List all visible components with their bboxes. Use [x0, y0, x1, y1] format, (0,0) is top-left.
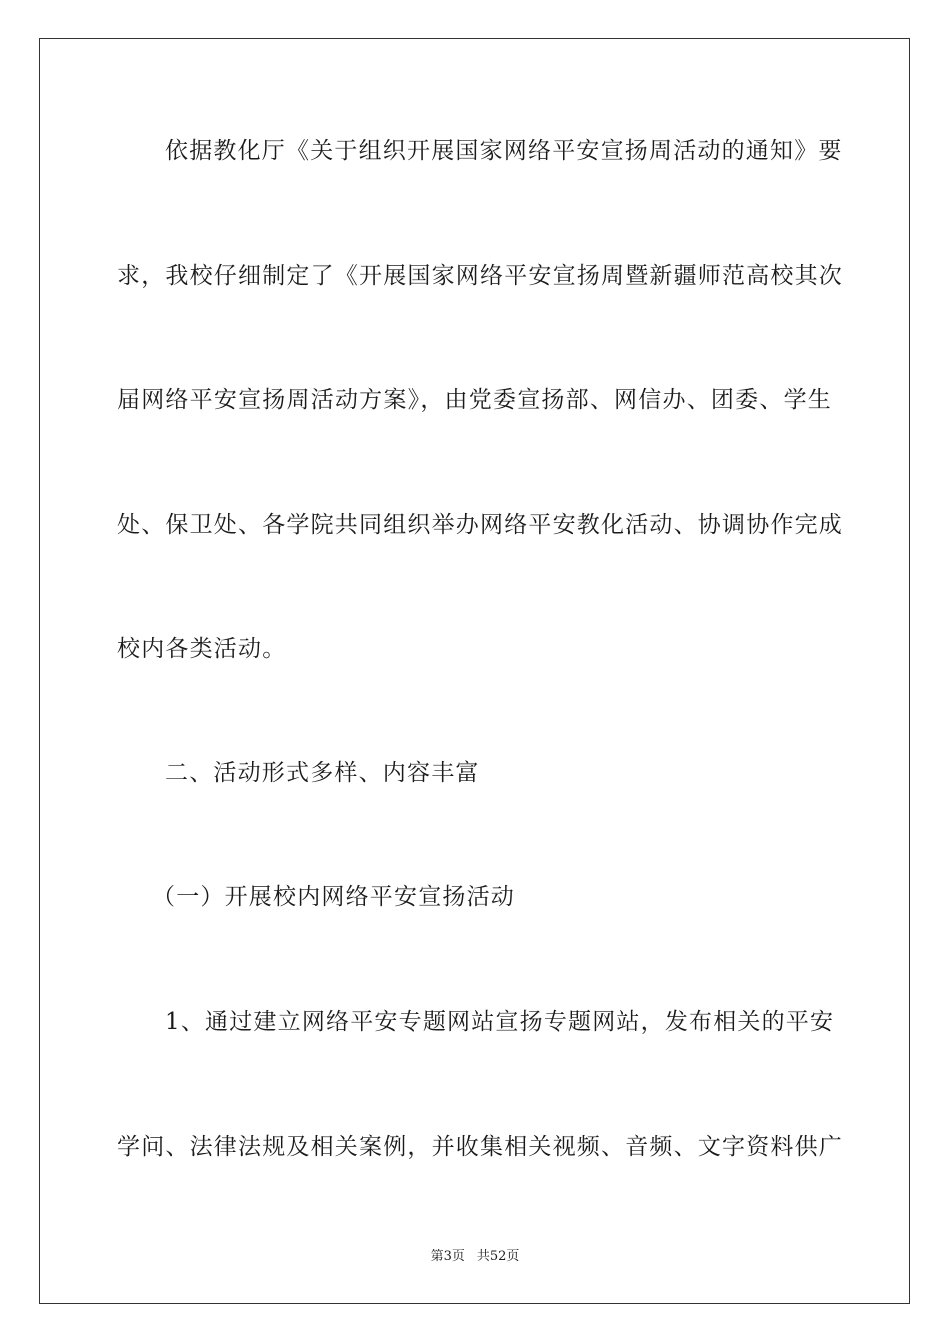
body-line-3: 届网络平安宣扬周活动方案》，由党委宣扬部、网信办、团委、学生 [117, 387, 832, 413]
body-line-4: 处、保卫处、各学院共同组织举办网络平安教化活动、协调协作完成 [117, 512, 843, 538]
body-line-2: 求，我校仔细制定了《开展国家网络平安宣扬周暨新疆师范高校其次 [117, 263, 843, 289]
page-footer [0, 1248, 950, 1266]
section-heading: 二、活动形式多样、内容丰富 [165, 760, 480, 786]
body-line-7: 学问、法律法规及相关案例，并收集相关视频、音频、文字资料供广 [117, 1134, 843, 1160]
page-number: 第3页 [430, 1249, 465, 1264]
body-line-1: 依据教化厅《关于组织开展国家网络平安宣扬周活动的通知》要 [165, 138, 843, 164]
subsection-heading: （一）开展校内网络平安宣扬活动 [152, 884, 515, 910]
body-line-5: 校内各类活动。 [117, 636, 287, 662]
body-line-6: 1、通过建立网络平安专题网站宣扬专题网站，发布相关的平安 [165, 1009, 835, 1035]
page-border [39, 38, 910, 1304]
page-total: 共52页 [476, 1249, 520, 1264]
